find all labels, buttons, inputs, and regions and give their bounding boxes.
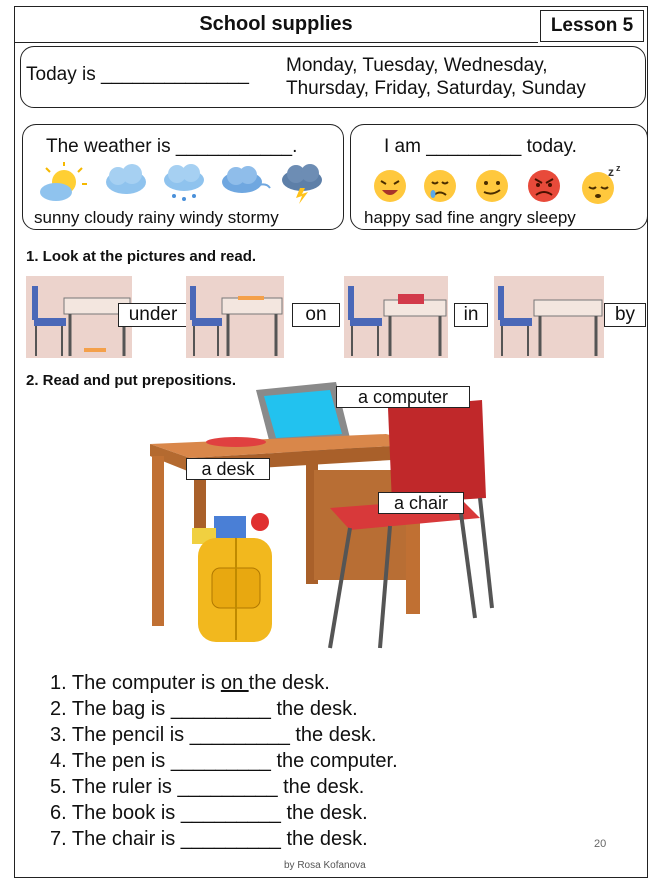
caption-windy: windy: [179, 208, 224, 227]
exercise-1-heading: 1. Look at the pictures and read.: [26, 248, 257, 265]
sentence-1-start: 1. The computer is: [50, 672, 221, 694]
sentence-2: 2. The bag is _________ the desk.: [50, 698, 358, 720]
scene-under-picture: [26, 276, 132, 358]
label-by: by: [604, 303, 646, 327]
caption-fine: fine: [447, 208, 475, 227]
weather-icons: [34, 162, 334, 204]
caption-sleepy: sleepy: [526, 208, 576, 227]
label-a-desk: a desk: [186, 458, 270, 480]
caption-sunny: sunny: [34, 208, 80, 227]
label-under: under: [118, 303, 188, 327]
exercise-2-heading: 2. Read and put prepositions.: [26, 372, 237, 389]
label-a-chair: a chair: [378, 492, 464, 514]
rainy-icon: [164, 164, 204, 201]
today-prompt: Today is ______________: [26, 64, 249, 85]
backpack-icon: [192, 513, 272, 642]
label-in: in: [454, 303, 488, 327]
sentence-4: 4. The pen is _________ the computer.: [50, 750, 398, 772]
caption-sad: sad: [415, 208, 443, 227]
lesson-badge: Lesson 5: [540, 10, 644, 42]
angry-face-icon: [528, 170, 560, 202]
mood-prompt: I am _________ today.: [384, 136, 577, 157]
page-title: School supplies: [14, 6, 538, 43]
windy-icon: [222, 166, 270, 193]
sad-face-icon: [424, 170, 456, 202]
sentence-1-end: the desk.: [248, 672, 330, 694]
svg-text:z: z: [616, 166, 621, 173]
caption-cloudy: cloudy: [84, 208, 134, 227]
label-on: on: [292, 303, 340, 327]
caption-happy: happy: [364, 208, 411, 227]
days-list: [286, 54, 586, 100]
caption-rainy: rainy: [137, 208, 175, 227]
sunny-icon: [40, 162, 87, 201]
mood-icons: [372, 166, 632, 206]
scene-in-picture: [344, 276, 448, 358]
mood-captions: [364, 208, 576, 228]
stormy-icon: [282, 164, 322, 204]
weather-captions: [34, 208, 279, 228]
weather-prompt: The weather is ___________.: [46, 136, 298, 157]
cloudy-icon: [106, 164, 146, 194]
sentence-3: 3. The pencil is _________ the desk.: [50, 724, 377, 746]
sentence-5: 5. The ruler is _________ the desk.: [50, 776, 365, 798]
page-number: 20: [594, 838, 607, 850]
sentence-7: 7. The chair is _________ the desk.: [50, 828, 368, 850]
fine-face-icon: [476, 170, 508, 202]
scene-on-picture: [186, 276, 284, 358]
classroom-illustration: [130, 378, 500, 660]
author-footer: by Rosa Kofanova: [284, 860, 366, 871]
sleepy-face-icon: [582, 166, 621, 204]
label-a-computer: a computer: [336, 386, 470, 408]
scene-by-picture: [494, 276, 604, 358]
sentence-1-answer: on: [220, 672, 249, 694]
svg-text:z: z: [608, 166, 614, 179]
sentence-6: 6. The book is _________ the desk.: [50, 802, 368, 824]
sentence-1: [50, 672, 330, 695]
caption-angry: angry: [479, 208, 522, 227]
days-line-2: Thursday, Friday, Saturday, Sunday: [286, 78, 586, 99]
days-line-1: Monday, Tuesday, Wednesday,: [286, 55, 548, 76]
happy-face-icon: [374, 170, 406, 202]
caption-stormy: stormy: [227, 208, 279, 227]
